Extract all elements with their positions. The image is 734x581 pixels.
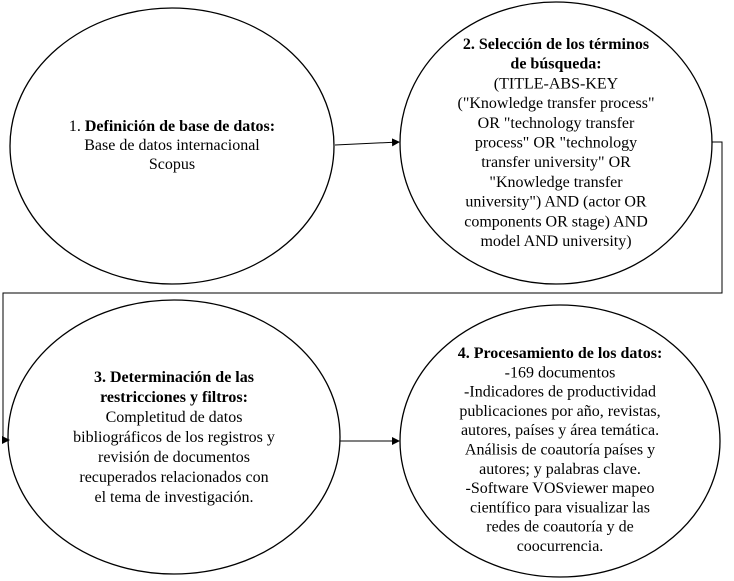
arrow-step1-to-step2 <box>335 142 399 145</box>
step-3-line: revisión de documentos <box>98 449 250 466</box>
step-2-title: de búsqueda: <box>510 55 602 73</box>
step-4-line: coocurrencia. <box>516 538 604 555</box>
step-3-line: Completitud de datos <box>105 409 243 426</box>
step-4-line: científico para visualizar las <box>470 499 650 517</box>
step-4-line: -Indicadores de productividad <box>464 383 656 401</box>
step-2-line: components OR stage) AND <box>464 213 648 231</box>
step-2-line: university") AND (actor OR <box>465 193 647 211</box>
step-2-line: process" OR "technology <box>474 134 638 152</box>
step-1-node <box>10 8 334 284</box>
step-2-title: 2. Selección de los términos <box>462 36 650 53</box>
step-4-line: autores, países y área temática. <box>460 422 660 440</box>
step-3-line: el tema de investigación. <box>94 489 254 506</box>
step-3-line: recuperados relacionados con <box>79 469 269 486</box>
step-4-line: autores; y palabras clave. <box>479 460 641 478</box>
step-4-line: publicaciones por año, revistas, <box>459 402 661 420</box>
step-2-line: OR "technology transfer <box>477 114 635 132</box>
step-2-line: transfer university" OR <box>481 154 631 172</box>
step-2-line: (TITLE-ABS-KEY <box>493 75 619 93</box>
step-4-line: -Software VOSviewer mapeo <box>465 480 655 498</box>
step-1-line: Scopus <box>148 156 196 173</box>
step-3-line: bibliográficos de los registros y <box>73 429 275 446</box>
step-1-title: 1. Definición de base de datos: <box>68 118 276 135</box>
step-4-node <box>400 305 720 577</box>
step-1-line: Base de datos internacional <box>84 137 260 154</box>
step-2-line: model AND university) <box>480 233 632 250</box>
step-4-line: Análisis de coautoría países y <box>464 441 656 459</box>
step-3-node <box>8 300 340 574</box>
step-2-node <box>400 2 712 284</box>
step-2-line: "Knowledge transfer <box>489 173 623 191</box>
step-4-line: redes de coautoría y de <box>486 518 634 536</box>
step-4-title: 4. Procesamiento de los datos: <box>457 345 663 362</box>
step-2-line: ("Knowledge transfer process" <box>457 95 655 113</box>
step-4-line: -169 documentos <box>504 364 616 382</box>
step-3-title: 3. Determinación de las <box>94 369 254 386</box>
step-3-title: restricciones y filtros: <box>100 389 248 406</box>
